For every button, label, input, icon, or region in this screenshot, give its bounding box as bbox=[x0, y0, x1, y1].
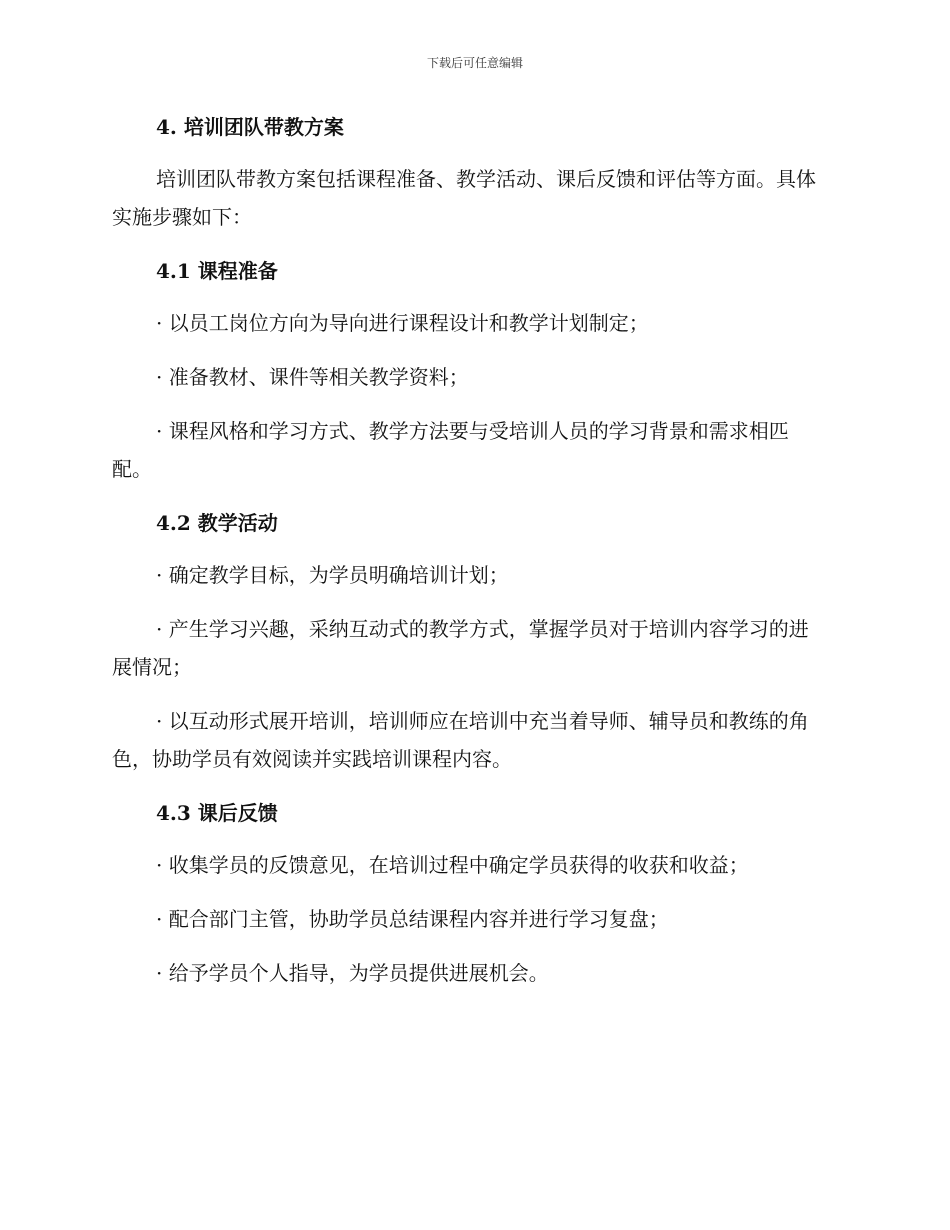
list-item: · 以员工岗位方向为导向进行课程设计和教学计划制定； bbox=[156, 311, 649, 335]
list-item: · 配合部门主管，协助学员总结课程内容并进行学习复盘； bbox=[156, 907, 669, 931]
list-item: · 以互动形式展开培训，培训师应在培训中充当着导师、辅导员和教练的角色，协助学员有效阅读并实践培训课程内容。 bbox=[112, 709, 809, 771]
list-item: · 课程风格和学习方式、教学方法要与受培训人员的学习背景和需求相匹配。 bbox=[112, 419, 789, 481]
section-4-title: 4. 培训团队带教方案 bbox=[156, 115, 344, 139]
section-4-intro: 培训团队带教方案包括课程准备、教学活动、课后反馈和评估等方面。具体实施步骤如下： bbox=[112, 167, 816, 229]
section-4-1-title: 4.1 课程准备 bbox=[156, 259, 278, 283]
list-item: · 产生学习兴趣，采纳互动式的教学方式，掌握学员对于培训内容学习的进展情况； bbox=[112, 617, 809, 679]
list-item: · 给予学员个人指导，为学员提供进展机会。 bbox=[156, 961, 549, 985]
page-header-note: 下载后可任意编辑 bbox=[426, 56, 523, 70]
section-4-2-title: 4.2 教学活动 bbox=[156, 511, 278, 535]
list-item: · 确定教学目标，为学员明确培训计划； bbox=[156, 563, 509, 587]
list-item: · 准备教材、课件等相关教学资料； bbox=[156, 365, 469, 389]
section-4-3-title: 4.3 课后反馈 bbox=[156, 801, 278, 825]
document-body bbox=[112, 110, 824, 992]
list-item: · 收集学员的反馈意见，在培训过程中确定学员获得的收获和收益； bbox=[156, 853, 749, 877]
